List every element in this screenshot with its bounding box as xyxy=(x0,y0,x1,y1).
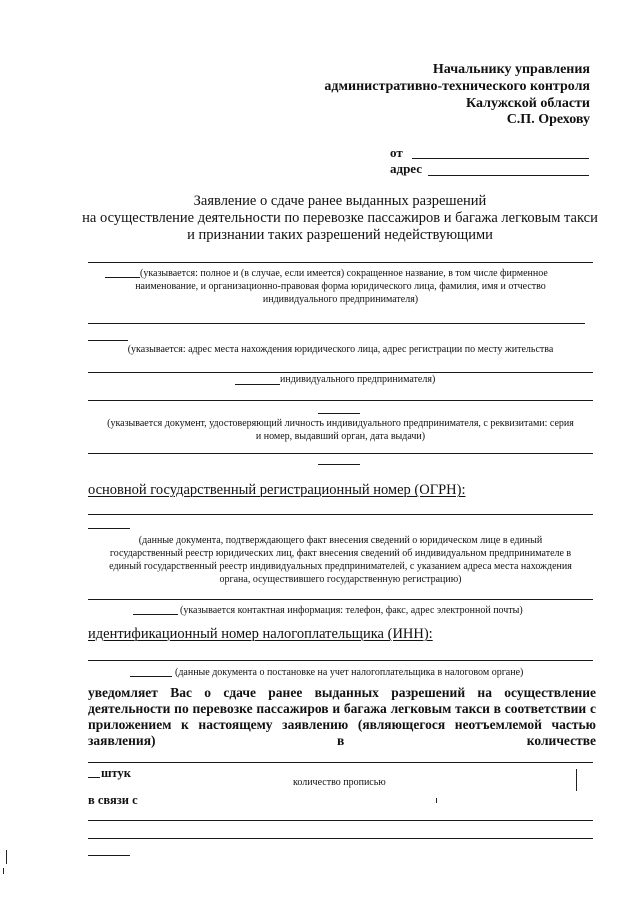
document-title-line-2: на осуществление деятельности по перевозке пассажиров и багажа легковым такси xyxy=(82,210,598,226)
from-label: от xyxy=(390,145,403,160)
name-note-line-1: (указывается: полное и (в случае, если имеется) сокращенное название, в том числе фирменное xyxy=(140,268,548,279)
addressee-line-1: Начальнику управления xyxy=(432,62,590,77)
margin-mark xyxy=(576,769,577,791)
inn-label: идентификационный номер налогоплательщика (ИНН): xyxy=(88,626,433,642)
identity-document-line-2[interactable] xyxy=(88,453,593,454)
reason-field-line-2[interactable] xyxy=(88,838,593,839)
name-note-line-2: наименование, и организационно-правовая форма юридического лица, фамилия, имя и отчество xyxy=(135,281,546,292)
contact-note: (указывается контактная информация: телефон, факс, адрес электронной почты) xyxy=(180,605,523,616)
registration-note-line-1: (данные документа, подтверждающего факт внесения сведений о юридическом лице в единый xyxy=(138,535,543,546)
statement-line-3: приложением к настоящему заявлению (являющегося неотъемлемой частью xyxy=(88,717,596,732)
registration-note-line-4: органа, осуществившего государственную регистрацию) xyxy=(219,574,462,585)
quantity-short-line[interactable] xyxy=(88,777,100,778)
document-title-line-3: и признании таких разрешений недействующими xyxy=(187,227,493,243)
registration-note-line-2: государственный реестр юридических лиц, факт внесения сведений об индивидуальном предпринимателе в xyxy=(109,548,572,559)
address-field-line[interactable] xyxy=(428,175,589,176)
pieces-label: штук xyxy=(101,766,131,780)
reason-short-line[interactable] xyxy=(88,855,130,856)
quantity-in-words-note: количество прописью xyxy=(293,777,386,788)
applicant-name-short-line[interactable] xyxy=(105,277,140,278)
from-field-line[interactable] xyxy=(412,158,589,159)
address-note-line-1: (указывается: адрес места нахождения юридического лица, адрес регистрации по месту жительства xyxy=(127,344,554,355)
addressee-name: С.П. Орехову xyxy=(506,112,590,127)
document-note-line-1: (указывается документ, удостоверяющий личность индивидуального предпринимателя, с реквизитами: серия xyxy=(107,418,574,429)
contact-field-line[interactable] xyxy=(88,599,593,600)
quantity-field-line[interactable] xyxy=(88,762,593,763)
addressee-line-3: Калужской области xyxy=(466,96,590,111)
reason-label: в связи с xyxy=(88,793,138,807)
inn-short-line[interactable] xyxy=(130,676,172,677)
identity-document-line[interactable] xyxy=(88,400,593,401)
address-label: адрес xyxy=(390,161,423,176)
ogrn-short-line[interactable] xyxy=(88,528,130,529)
registration-note-line-3: единый государственный реестр индивидуальных предпринимателей, с указанием адреса места нахождения xyxy=(109,561,572,572)
contact-short-line[interactable] xyxy=(133,614,178,615)
statement-line-2: деятельности по перевозке пассажиров и багажа легковым такси в соответствии с xyxy=(88,701,596,716)
address-note-line-2: индивидуального предпринимателя) xyxy=(280,374,436,385)
tax-note: (данные документа о постановке на учет налогоплательщика в налоговом органе) xyxy=(175,667,524,678)
statement-line-1: уведомляет Вас о сдаче ранее выданных разрешений на осуществление xyxy=(88,685,596,700)
identity-document-short-line-2[interactable] xyxy=(318,464,360,465)
applicant-name-line-2[interactable] xyxy=(88,323,585,324)
address-short-line-2[interactable] xyxy=(235,384,280,385)
document-title-line-1: Заявление о сдаче ранее выданных разрешений xyxy=(193,193,487,209)
applicant-name-line[interactable] xyxy=(88,262,593,263)
document-note-line-2: и номер, выдавший орган, дата выдачи) xyxy=(255,431,426,442)
address-short-line[interactable] xyxy=(88,340,128,341)
statement-quantity-word: количестве xyxy=(526,733,596,748)
statement-in: в xyxy=(337,733,345,748)
identity-document-short-line[interactable] xyxy=(318,413,360,414)
addressee-line-2: административно-технического контроля xyxy=(324,79,590,94)
ogrn-label: основной государственный регистрационный номер (ОГРН): xyxy=(88,482,466,498)
name-note-line-3: индивидуального предпринимателя) xyxy=(262,294,419,305)
reason-field-line-1[interactable] xyxy=(88,820,593,821)
scan-edge-mark-2 xyxy=(3,868,4,874)
inn-field-line[interactable] xyxy=(88,660,593,661)
statement-line-4-start: заявления) xyxy=(88,733,156,748)
scan-mark xyxy=(436,798,437,803)
ogrn-field-line[interactable] xyxy=(88,514,593,515)
scan-edge-mark xyxy=(6,850,7,864)
